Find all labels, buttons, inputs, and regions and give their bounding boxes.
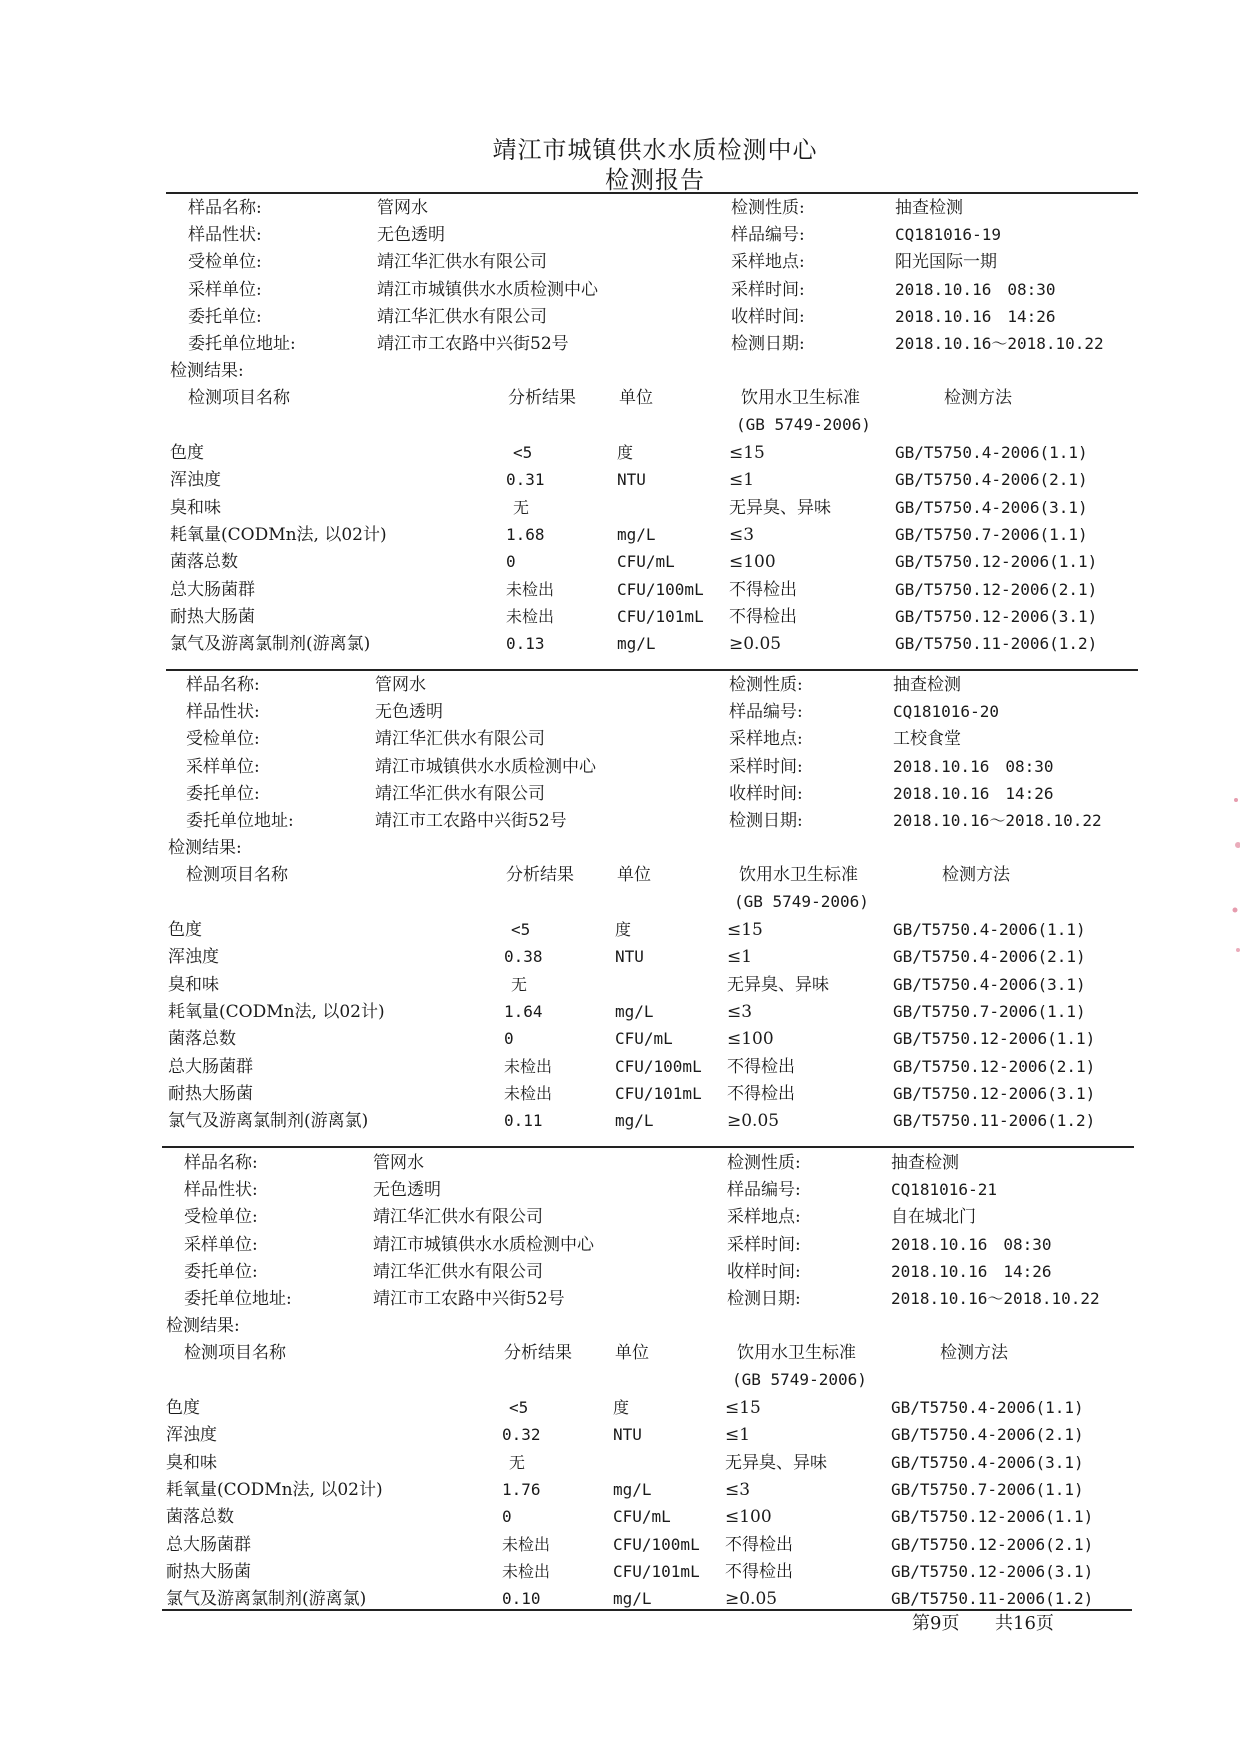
label-sampling_time: 采样时间:: [727, 1234, 801, 1255]
label-property: 样品性状:: [184, 1180, 258, 1201]
table-row: [0, 1534, 1236, 1558]
row-result: 无: [509, 1452, 526, 1472]
value-sample_no: CQ181016-21: [891, 1180, 997, 1200]
row-method: GB/T5750.12-2006(3.1): [895, 606, 1098, 626]
row-item: 耗氧量(CODMn法, 以02计): [170, 524, 387, 545]
row-unit: mg/L: [617, 524, 656, 544]
row-item: 菌落总数: [166, 1507, 234, 1528]
top-rule: [166, 192, 1138, 194]
row-method: GB/T5750.4-2006(1.1): [895, 443, 1088, 462]
label-sampling_unit: 采样单位:: [184, 1234, 258, 1255]
row-item: 耐热大肠菌: [170, 606, 255, 627]
row-result: 0.13: [506, 634, 545, 654]
row-unit: CFU/100mL: [615, 1056, 702, 1076]
row-standard: ≤3: [725, 1479, 751, 1500]
label-sample_no: 样品编号:: [729, 702, 803, 723]
row-unit: CFU/101mL: [617, 606, 704, 626]
col-header-standard: 饮用水卫生标准: [741, 388, 860, 408]
sample-section-1: [0, 196, 1240, 666]
row-item: 浑浊度: [166, 1425, 217, 1446]
results-label: 检测结果:: [170, 361, 244, 381]
row-method: GB/T5750.7-2006(1.1): [893, 1001, 1086, 1021]
row-result: 0.11: [504, 1111, 543, 1131]
table-row: [0, 551, 1240, 575]
row-standard: ≤100: [729, 552, 776, 573]
value-sampling_unit: 靖江市城镇供水水质检测中心: [377, 279, 598, 300]
value-client_address: 靖江市工农路中兴街52号: [377, 334, 569, 354]
value-property: 无色透明: [377, 225, 445, 246]
row-method: GB/T5750.12-2006(2.1): [891, 1534, 1094, 1554]
row-result: 无: [513, 497, 530, 517]
row-item: 总大肠菌群: [166, 1534, 251, 1555]
label-sampling_site: 采样地点:: [727, 1207, 801, 1228]
label-sampling_site: 采样地点:: [731, 252, 805, 273]
label-client_address: 委托单位地址:: [186, 811, 294, 831]
row-item: 氯气及游离氯制剂(游离氯): [168, 1111, 369, 1132]
row-unit: mg/L: [613, 1479, 652, 1499]
table-row: [0, 1397, 1236, 1421]
row-result: 未检出: [504, 1083, 553, 1103]
row-result: 0: [506, 552, 516, 572]
row-unit: mg/L: [617, 634, 656, 654]
row-item: 耐热大肠菌: [168, 1083, 253, 1104]
value-client_address: 靖江市工农路中兴街52号: [375, 811, 567, 831]
value-client_unit: 靖江华汇供水有限公司: [377, 306, 547, 327]
value-client_address: 靖江市工农路中兴街52号: [373, 1289, 565, 1309]
row-method: GB/T5750.12-2006(1.1): [895, 552, 1098, 572]
row-unit: 度: [613, 1398, 630, 1417]
col-header-result: 分析结果: [504, 1343, 572, 1363]
value-test_nature: 抽查检测: [891, 1153, 959, 1173]
label-client_address: 委托单位地址:: [184, 1289, 292, 1309]
row-method: GB/T5750.12-2006(2.1): [893, 1056, 1096, 1076]
table-row: [0, 1028, 1238, 1052]
label-name: 样品名称:: [186, 675, 260, 695]
row-standard: ≥0.05: [727, 1111, 780, 1132]
row-result: 未检出: [506, 606, 555, 626]
row-standard: ≤15: [725, 1398, 761, 1418]
label-sampling_unit: 采样单位:: [188, 279, 262, 300]
row-method: GB/T5750.4-2006(2.1): [895, 470, 1088, 490]
value-inspected_unit: 靖江华汇供水有限公司: [375, 729, 545, 750]
row-method: GB/T5750.12-2006(2.1): [895, 579, 1098, 599]
org-title: 靖江市城镇供水水质检测中心: [492, 136, 818, 164]
row-method: GB/T5750.4-2006(2.1): [891, 1425, 1084, 1445]
row-unit: 度: [615, 920, 632, 939]
row-result: <5: [509, 1398, 529, 1417]
value-sampling_site: 阳光国际一期: [895, 252, 997, 273]
row-method: GB/T5750.4-2006(3.1): [891, 1452, 1084, 1472]
value-sampling_time: 2018.10.16 08:30: [895, 279, 1056, 299]
sample-section-3: [0, 1151, 1236, 1621]
row-standard: ≤100: [727, 1029, 774, 1050]
value-sampling_time: 2018.10.16 08:30: [891, 1234, 1052, 1254]
value-name: 管网水: [373, 1153, 424, 1173]
row-standard: ≤1: [729, 470, 755, 491]
label-test_date: 检测日期:: [729, 811, 803, 831]
row-item: 总大肠菌群: [170, 579, 255, 600]
value-sampling_unit: 靖江市城镇供水水质检测中心: [375, 756, 596, 777]
value-test_date: 2018.10.16～2018.10.22: [895, 334, 1104, 353]
label-test_nature: 检测性质:: [727, 1153, 801, 1173]
row-standard: 无异臭、异味: [729, 497, 831, 518]
row-method: GB/T5750.7-2006(1.1): [891, 1479, 1084, 1499]
row-standard: ≤1: [727, 947, 753, 968]
value-receive_time: 2018.10.16 14:26: [895, 306, 1056, 326]
page-number: 第9页: [912, 1613, 960, 1634]
value-name: 管网水: [375, 675, 426, 695]
value-name: 管网水: [377, 198, 428, 218]
table-row: [0, 469, 1240, 493]
col-header-unit: 单位: [617, 865, 651, 885]
label-client_address: 委托单位地址:: [188, 334, 296, 354]
label-name: 样品名称:: [188, 198, 262, 218]
row-item: 色度: [166, 1398, 200, 1418]
col-header-result: 分析结果: [506, 865, 574, 885]
label-client_unit: 委托单位:: [184, 1261, 258, 1282]
value-property: 无色透明: [373, 1180, 441, 1201]
value-sampling_site: 自在城北门: [891, 1207, 976, 1228]
value-test_date: 2018.10.16～2018.10.22: [891, 1289, 1100, 1308]
table-row: [0, 497, 1240, 521]
row-result: 未检出: [502, 1561, 551, 1581]
label-sampling_time: 采样时间:: [729, 756, 803, 777]
row-unit: NTU: [617, 470, 646, 490]
label-inspected_unit: 受检单位:: [186, 729, 260, 750]
page-total: 共16页: [995, 1613, 1054, 1634]
label-property: 样品性状:: [188, 225, 262, 246]
row-result: 未检出: [504, 1056, 553, 1076]
row-item: 臭和味: [166, 1452, 217, 1473]
value-receive_time: 2018.10.16 14:26: [891, 1261, 1052, 1281]
table-row: [0, 1452, 1236, 1476]
value-test_nature: 抽查检测: [895, 198, 963, 218]
value-sampling_unit: 靖江市城镇供水水质检测中心: [373, 1234, 594, 1255]
row-result: <5: [513, 443, 533, 462]
row-result: 1.64: [504, 1001, 543, 1021]
row-standard: 不得检出: [725, 1534, 793, 1555]
row-result: 未检出: [506, 579, 555, 599]
col-header-standard-ref: (GB 5749-2006): [732, 1370, 867, 1389]
row-method: GB/T5750.11-2006(1.2): [893, 1111, 1096, 1131]
value-sampling_site: 工校食堂: [893, 729, 961, 750]
table-row: [0, 579, 1240, 603]
row-unit: mg/L: [613, 1589, 652, 1609]
row-item: 臭和味: [168, 974, 219, 995]
col-header-item: 检测项目名称: [188, 388, 290, 408]
value-test_date: 2018.10.16～2018.10.22: [893, 811, 1102, 830]
label-inspected_unit: 受检单位:: [184, 1207, 258, 1228]
label-receive_time: 收样时间:: [729, 783, 803, 804]
col-header-result: 分析结果: [508, 388, 576, 408]
label-client_unit: 委托单位:: [186, 783, 260, 804]
row-standard: ≥0.05: [729, 634, 782, 655]
col-header-item: 检测项目名称: [186, 865, 288, 885]
row-result: 0.10: [502, 1589, 541, 1609]
report-title: 检测报告: [605, 166, 705, 194]
row-item: 氯气及游离氯制剂(游离氯): [166, 1589, 367, 1610]
row-method: GB/T5750.11-2006(1.2): [895, 634, 1098, 654]
label-client_unit: 委托单位:: [188, 306, 262, 327]
row-standard: ≤100: [725, 1507, 772, 1528]
row-method: GB/T5750.4-2006(1.1): [891, 1398, 1084, 1417]
row-unit: CFU/101mL: [615, 1083, 702, 1103]
row-item: 色度: [170, 443, 204, 463]
table-row: [0, 1110, 1238, 1134]
row-result: 0.32: [502, 1425, 541, 1445]
label-receive_time: 收样时间:: [731, 306, 805, 327]
label-test_nature: 检测性质:: [731, 198, 805, 218]
table-row: [0, 633, 1240, 657]
row-standard: ≤3: [729, 524, 755, 545]
table-row: [0, 524, 1240, 548]
table-row: [0, 1561, 1236, 1585]
label-receive_time: 收样时间:: [727, 1261, 801, 1282]
table-row: [0, 1424, 1236, 1448]
row-result: 未检出: [502, 1534, 551, 1554]
label-sample_no: 样品编号:: [727, 1180, 801, 1201]
label-test_date: 检测日期:: [731, 334, 805, 354]
row-standard: 不得检出: [727, 1056, 795, 1077]
table-row: [0, 974, 1238, 998]
results-label: 检测结果:: [168, 838, 242, 858]
row-unit: CFU/mL: [617, 552, 675, 572]
row-standard: ≤3: [727, 1001, 753, 1022]
col-header-method: 检测方法: [940, 1343, 1008, 1363]
value-test_nature: 抽查检测: [893, 675, 961, 695]
row-result: 0.38: [504, 947, 543, 967]
row-item: 菌落总数: [168, 1029, 236, 1050]
row-result: 1.68: [506, 524, 545, 544]
row-item: 浑浊度: [170, 470, 221, 491]
row-unit: 度: [617, 443, 634, 462]
row-standard: ≤1: [725, 1425, 751, 1446]
row-unit: CFU/mL: [613, 1507, 671, 1527]
row-item: 色度: [168, 920, 202, 940]
label-sampling_time: 采样时间:: [731, 279, 805, 300]
bottom-rule: [162, 1609, 1132, 1611]
row-unit: CFU/100mL: [613, 1534, 700, 1554]
row-standard: 无异臭、异味: [725, 1452, 827, 1473]
row-method: GB/T5750.4-2006(3.1): [893, 974, 1086, 994]
row-item: 耗氧量(CODMn法, 以02计): [168, 1001, 385, 1022]
ink-stains: [1220, 780, 1240, 980]
table-row: [0, 1056, 1238, 1080]
label-test_nature: 检测性质:: [729, 675, 803, 695]
row-unit: mg/L: [615, 1001, 654, 1021]
sample-section-2: [0, 673, 1238, 1143]
label-test_date: 检测日期:: [727, 1289, 801, 1309]
row-method: GB/T5750.11-2006(1.2): [891, 1589, 1094, 1609]
label-inspected_unit: 受检单位:: [188, 252, 262, 273]
value-sampling_time: 2018.10.16 08:30: [893, 756, 1054, 776]
section-rule: [166, 669, 1138, 671]
row-result: 0: [504, 1029, 514, 1049]
row-result: 无: [511, 974, 528, 994]
row-standard: ≤15: [727, 920, 763, 940]
row-result: 1.76: [502, 1479, 541, 1499]
row-standard: 不得检出: [727, 1083, 795, 1104]
value-inspected_unit: 靖江华汇供水有限公司: [377, 252, 547, 273]
row-result: 0: [502, 1507, 512, 1527]
row-standard: 不得检出: [729, 579, 797, 600]
row-item: 臭和味: [170, 497, 221, 518]
row-unit: mg/L: [615, 1111, 654, 1131]
value-sample_no: CQ181016-20: [893, 702, 999, 722]
row-item: 总大肠菌群: [168, 1056, 253, 1077]
table-row: [0, 1479, 1236, 1503]
row-standard: 不得检出: [729, 606, 797, 627]
row-standard: ≥0.05: [725, 1589, 778, 1610]
row-method: GB/T5750.7-2006(1.1): [895, 524, 1088, 544]
col-header-method: 检测方法: [944, 388, 1012, 408]
row-method: GB/T5750.4-2006(1.1): [893, 920, 1086, 939]
col-header-unit: 单位: [619, 388, 653, 408]
row-unit: CFU/100mL: [617, 579, 704, 599]
value-inspected_unit: 靖江华汇供水有限公司: [373, 1207, 543, 1228]
table-row: [0, 442, 1240, 466]
row-unit: NTU: [615, 947, 644, 967]
row-method: GB/T5750.12-2006(1.1): [893, 1029, 1096, 1049]
results-label: 检测结果:: [166, 1316, 240, 1336]
value-property: 无色透明: [375, 702, 443, 723]
row-method: GB/T5750.4-2006(3.1): [895, 497, 1088, 517]
col-header-item: 检测项目名称: [184, 1343, 286, 1363]
label-name: 样品名称:: [184, 1153, 258, 1173]
row-item: 菌落总数: [170, 552, 238, 573]
row-result: 0.31: [506, 470, 545, 490]
row-item: 耐热大肠菌: [166, 1561, 251, 1582]
label-sampling_site: 采样地点:: [729, 729, 803, 750]
col-header-standard: 饮用水卫生标准: [737, 1343, 856, 1363]
col-header-standard-ref: (GB 5749-2006): [734, 892, 869, 911]
table-row: [0, 1001, 1238, 1025]
table-row: [0, 1506, 1236, 1530]
col-header-standard: 饮用水卫生标准: [739, 865, 858, 885]
label-sampling_unit: 采样单位:: [186, 756, 260, 777]
table-row: [0, 919, 1238, 943]
row-method: GB/T5750.12-2006(3.1): [891, 1561, 1094, 1581]
value-receive_time: 2018.10.16 14:26: [893, 783, 1054, 803]
row-method: GB/T5750.4-2006(2.1): [893, 947, 1086, 967]
col-header-method: 检测方法: [942, 865, 1010, 885]
value-sample_no: CQ181016-19: [895, 225, 1001, 245]
table-row: [0, 1083, 1238, 1107]
row-item: 浑浊度: [168, 947, 219, 968]
table-row: [0, 946, 1238, 970]
label-sample_no: 样品编号:: [731, 225, 805, 246]
row-unit: CFU/mL: [615, 1029, 673, 1049]
row-standard: 不得检出: [725, 1561, 793, 1582]
label-property: 样品性状:: [186, 702, 260, 723]
row-standard: ≤15: [729, 443, 765, 463]
col-header-standard-ref: (GB 5749-2006): [736, 415, 871, 434]
row-unit: NTU: [613, 1425, 642, 1445]
row-standard: 无异臭、异味: [727, 974, 829, 995]
value-client_unit: 靖江华汇供水有限公司: [373, 1261, 543, 1282]
row-method: GB/T5750.12-2006(3.1): [893, 1083, 1096, 1103]
section-rule: [162, 1146, 1134, 1148]
table-row: [0, 606, 1240, 630]
row-item: 氯气及游离氯制剂(游离氯): [170, 634, 371, 655]
col-header-unit: 单位: [615, 1343, 649, 1363]
row-result: <5: [511, 920, 531, 939]
row-item: 耗氧量(CODMn法, 以02计): [166, 1479, 383, 1500]
value-client_unit: 靖江华汇供水有限公司: [375, 783, 545, 804]
row-unit: CFU/101mL: [613, 1561, 700, 1581]
row-method: GB/T5750.12-2006(1.1): [891, 1507, 1094, 1527]
